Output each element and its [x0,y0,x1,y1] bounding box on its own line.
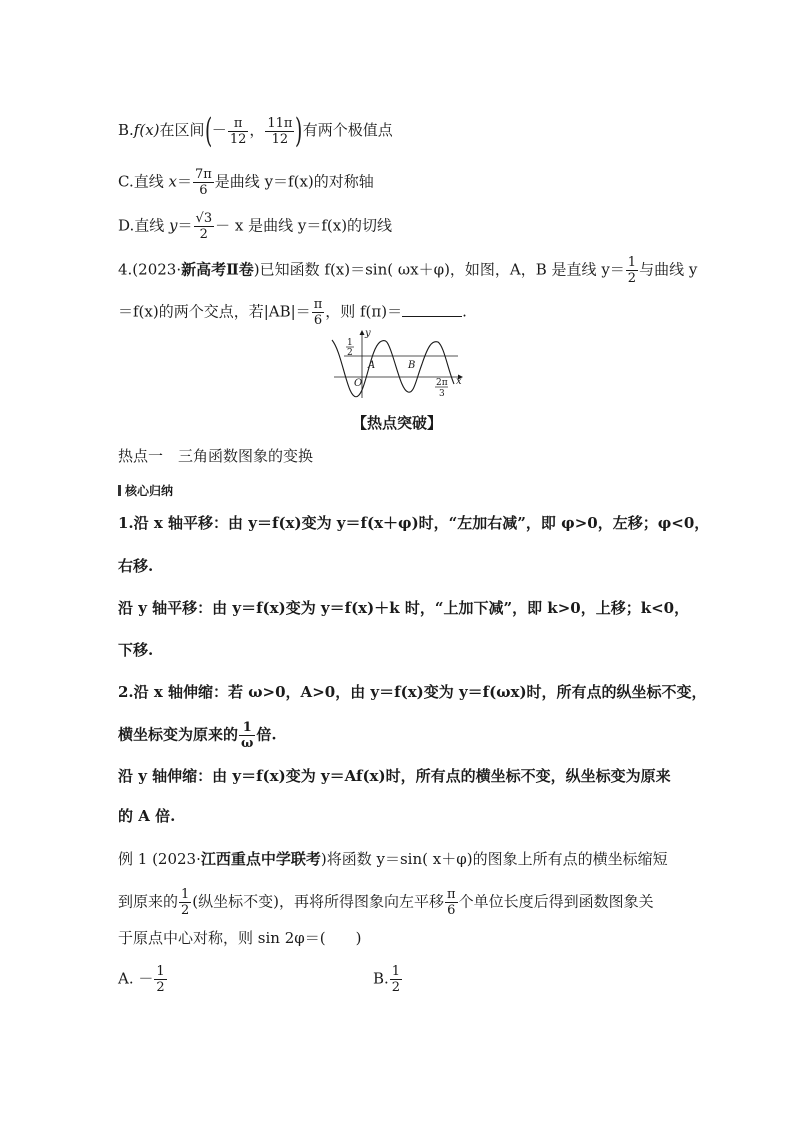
option-b: B.f(x)在区间(－ $\frac{\pi}{12}$ ， $\frac{11\pi}{12}$ )有两个极值点 [118,111,393,151]
rule-1-line-1: 1.沿 x 轴平移：由 y＝f(x)变为 y＝f(x＋φ)时，“左加右减”，即 φ>0，左移；φ<0， [118,514,710,532]
left-paren: ( [204,111,212,151]
question-4-line-2: ＝f(x)的两个交点，若|AB|＝ $\frac{\pi}{6}$ ，则 f(π)＝ . [118,297,467,328]
question-source: 新高考Ⅱ卷 [181,260,254,279]
question-4-line-1: 4.(2023·新高考Ⅱ卷)已知函数 f(x)＝sin( ωx＋φ)，如图，A，B 是直线 y＝ $\frac{1}{2}$ 与曲线 y [118,255,698,286]
rule-3-line-1: 2.沿 x 轴伸缩：若 ω>0，A>0，由 y＝f(x)变为 y＝f(ωx)时，所有点的纵坐标不变， [118,683,707,701]
fraction: $\frac{1}{2}$ [627,255,637,286]
example-source: 江西重点中学联考 [200,850,321,868]
fraction: $\frac{1}{2}$ [391,964,401,995]
fraction: $\frac{1}{2}$ [156,964,165,995]
example-1-option-b: B. $\frac{1}{2}$ [373,964,401,995]
tick-label-den: 3 [439,389,445,399]
example-1-line-2: 到原来的 $\frac{1}{2}$ (纵坐标不变)，再将所得图象向左平移 $\frac{\pi}{6}$ 个单位长度后得到函数图象关 [118,887,654,918]
y-axis-arrow [360,330,365,335]
tick-label-num: 2π [436,378,448,388]
option-b-function: f(x) [133,121,160,139]
y-axis-label: y [365,328,371,339]
option-d-suffix: － x 是曲线 y＝f(x)的切线 [215,216,393,235]
section-heading: 【热点突破】 [351,414,442,432]
point-b-label: B [408,360,416,371]
rule-2-line-2: 下移. [118,641,154,659]
fraction: $\frac{\pi}{12}$ [229,115,247,147]
fraction: $\frac{1}{2}$ [181,887,190,918]
fraction: $\frac{7\pi}{6}$ [194,167,212,198]
half-label-num: 1 [347,338,353,348]
sine-graph [330,328,465,400]
answer-blank [402,302,462,317]
rule-2-line-1: 沿 y 轴平移：由 y＝f(x)变为 y＝f(x)＋k 时，“上加下减”，即 k>0，上移；k<0， [118,599,690,617]
rule-3-line-2: 横坐标变为原来的 $\frac{1}{\omega}$ 倍. [118,720,277,751]
option-c-label: C.直线 [118,172,169,191]
origin-label: O [354,378,363,389]
rule-4-line-2: 的 A 倍. [118,807,176,825]
fraction: $\frac{11\pi}{12}$ [267,115,293,147]
point-a-label: A [368,360,376,371]
right-paren: ) [295,111,303,151]
fraction: $\frac{√3}{2}$ [195,211,213,242]
example-1-line-3: 于原点中心对称，则 sin 2φ＝( ) [118,929,362,947]
option-b-suffix: 有两个极值点 [302,121,393,139]
option-b-text: 在区间 [159,121,205,139]
x-axis-label: x [456,376,462,387]
rule-4-line-1: 沿 y 轴伸缩：由 y＝f(x)变为 y＝Af(x)时，所有点的横坐标不变，纵坐标变为原来 [118,767,671,785]
example-1-line-1: 例 1 (2023·江西重点中学联考)将函数 y＝sin( x＋φ)的图象上所有点的横坐标缩短 [118,850,668,868]
example-1-option-a: A. － $\frac{1}{2}$ [118,964,165,995]
fraction: $\frac{1}{\omega}$ [241,720,254,751]
option-c: C.直线 x＝ $\frac{7\pi}{6}$ 是曲线 y＝f(x)的对称轴 [118,167,374,198]
option-d-label: D.直线 [118,216,170,235]
rule-1-line-2: 右移. [118,557,154,575]
option-c-suffix: 是曲线 y＝f(x)的对称轴 [214,172,374,191]
hot-point-1-title: 热点一 三角函数图象的变换 [118,447,314,465]
option-d: D.直线 y＝ $\frac{√3}{2}$ － x 是曲线 y＝f(x)的切线 [118,211,393,242]
option-b-label: B. [118,121,134,139]
half-label-den: 2 [347,348,353,358]
fraction: $\frac{\pi}{6}$ [447,887,456,918]
fraction: $\frac{\pi}{6}$ [313,297,323,328]
core-summary-tag: 核心归纳 [118,482,173,499]
